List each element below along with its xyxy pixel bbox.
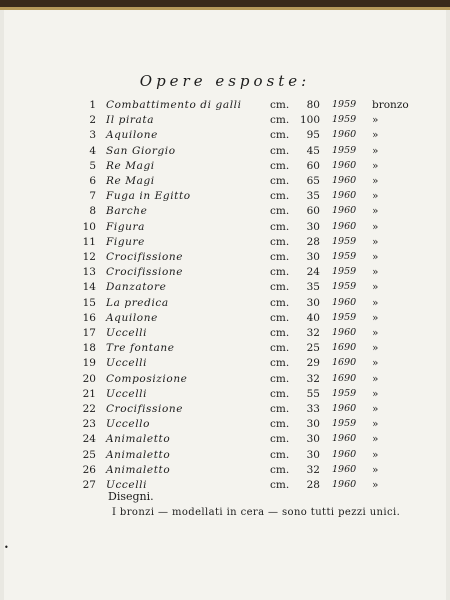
work-material: » bbox=[372, 357, 379, 370]
work-year: 1960 bbox=[332, 129, 357, 141]
work-title: Combattimento di galli bbox=[106, 99, 242, 111]
work-year: 1959 bbox=[332, 114, 357, 126]
work-material: » bbox=[372, 205, 379, 218]
work-unit: cm. bbox=[270, 479, 290, 491]
work-row bbox=[4, 220, 446, 234]
work-year: 1960 bbox=[332, 403, 357, 414]
work-material: » bbox=[372, 479, 379, 491]
work-material: » bbox=[372, 159, 379, 172]
work-size: 60 bbox=[306, 159, 320, 172]
work-title: Il pirata bbox=[106, 114, 155, 127]
work-title: Figure bbox=[106, 235, 145, 248]
work-unit: cm. bbox=[270, 357, 290, 370]
work-size: 30 bbox=[306, 296, 320, 309]
work-year: 1959 bbox=[332, 99, 357, 110]
work-size: 32 bbox=[306, 463, 320, 476]
work-material: » bbox=[372, 235, 379, 248]
work-year: 1960 bbox=[332, 479, 357, 490]
work-material: » bbox=[372, 281, 379, 294]
work-row bbox=[4, 159, 446, 173]
work-number: 22 bbox=[82, 403, 96, 415]
work-number: 1 bbox=[89, 99, 96, 111]
work-number: 4 bbox=[89, 144, 96, 157]
work-title: Tre fontane bbox=[106, 342, 175, 355]
work-row bbox=[4, 204, 446, 218]
work-size: 60 bbox=[306, 205, 320, 218]
work-row bbox=[4, 432, 446, 446]
work-number: 12 bbox=[82, 251, 96, 263]
work-title: Danzatore bbox=[106, 281, 167, 294]
work-unit: cm. bbox=[270, 99, 290, 111]
work-material: » bbox=[372, 220, 379, 233]
work-row bbox=[4, 174, 446, 188]
work-title: Crocifissione bbox=[106, 403, 184, 415]
work-unit: cm. bbox=[270, 159, 290, 172]
work-unit: cm. bbox=[270, 387, 290, 400]
work-unit: cm. bbox=[270, 251, 290, 263]
work-title: San Giorgio bbox=[106, 144, 176, 157]
work-number: 11 bbox=[82, 235, 96, 248]
work-year: 1959 bbox=[332, 281, 357, 293]
work-year: 1960 bbox=[332, 296, 357, 308]
work-title: Re Magi bbox=[106, 159, 155, 172]
work-row bbox=[4, 372, 446, 386]
work-year: 1690 bbox=[332, 357, 357, 369]
work-number: 27 bbox=[82, 479, 96, 491]
work-title: Uccelli bbox=[106, 479, 148, 491]
work-unit: cm. bbox=[270, 463, 290, 476]
work-number: 23 bbox=[82, 418, 96, 431]
work-row bbox=[4, 128, 446, 142]
work-year: 1960 bbox=[332, 433, 357, 445]
work-row bbox=[4, 250, 446, 264]
work-unit: cm. bbox=[270, 448, 290, 461]
work-material: » bbox=[372, 144, 379, 157]
work-title: Uccelli bbox=[106, 387, 148, 400]
work-size: 25 bbox=[306, 342, 320, 355]
work-row bbox=[4, 478, 446, 492]
work-title: Aquilone bbox=[106, 311, 158, 324]
work-size: 30 bbox=[306, 220, 320, 233]
work-number: 13 bbox=[82, 266, 96, 279]
work-number: 21 bbox=[82, 387, 96, 400]
work-number: 17 bbox=[82, 327, 96, 339]
work-size: 100 bbox=[299, 114, 320, 127]
work-title: Animaletto bbox=[106, 433, 171, 446]
work-unit: cm. bbox=[270, 403, 290, 415]
work-material: » bbox=[372, 114, 379, 127]
work-title: Aquilone bbox=[106, 129, 158, 142]
work-material: » bbox=[372, 403, 379, 415]
work-year: 1960 bbox=[332, 327, 357, 338]
work-number: 14 bbox=[82, 281, 96, 294]
work-unit: cm. bbox=[270, 266, 290, 279]
work-title: Crocifissione bbox=[106, 266, 184, 279]
work-material: » bbox=[372, 342, 379, 355]
work-year: 1959 bbox=[332, 311, 357, 323]
work-year: 1960 bbox=[332, 463, 357, 475]
work-unit: cm. bbox=[270, 205, 290, 218]
work-size: 28 bbox=[306, 235, 320, 248]
work-size: 35 bbox=[306, 281, 320, 294]
work-row bbox=[4, 280, 446, 294]
top-dark-border bbox=[0, 0, 450, 10]
work-title: La predica bbox=[106, 296, 169, 309]
work-size: 45 bbox=[306, 144, 320, 157]
work-number: 5 bbox=[89, 159, 96, 172]
work-year: 1959 bbox=[332, 144, 357, 156]
work-row bbox=[4, 296, 446, 310]
work-year: 1959 bbox=[332, 266, 357, 278]
drawings-label: Disegni. bbox=[108, 490, 154, 503]
work-size: 65 bbox=[306, 175, 320, 187]
work-title: Barche bbox=[106, 205, 148, 218]
work-year: 1959 bbox=[332, 251, 357, 262]
work-year: 1690 bbox=[332, 342, 357, 354]
work-size: 32 bbox=[306, 372, 320, 385]
work-row bbox=[4, 189, 446, 203]
work-size: 80 bbox=[306, 99, 320, 111]
work-material: » bbox=[372, 311, 379, 324]
work-unit: cm. bbox=[270, 296, 290, 309]
work-unit: cm. bbox=[270, 129, 290, 142]
work-title: Fuga in Egitto bbox=[106, 190, 191, 203]
work-number: 25 bbox=[82, 448, 96, 461]
work-size: 29 bbox=[306, 357, 320, 370]
work-size: 30 bbox=[306, 251, 320, 263]
work-material: » bbox=[372, 418, 379, 431]
work-material: » bbox=[372, 175, 379, 187]
work-title: Animaletto bbox=[106, 463, 171, 476]
work-year: 1959 bbox=[332, 387, 357, 399]
work-material: » bbox=[372, 433, 379, 446]
work-size: 55 bbox=[306, 387, 320, 400]
work-number: 8 bbox=[89, 205, 96, 218]
work-title: Crocifissione bbox=[106, 251, 184, 263]
work-number: 26 bbox=[82, 463, 96, 476]
work-size: 30 bbox=[306, 448, 320, 461]
work-title: Uccelli bbox=[106, 327, 148, 339]
work-row bbox=[4, 448, 446, 462]
work-number: 19 bbox=[82, 357, 96, 370]
work-year: 1960 bbox=[332, 190, 357, 202]
work-row bbox=[4, 326, 446, 340]
work-year: 1960 bbox=[332, 220, 357, 232]
work-size: 30 bbox=[306, 433, 320, 446]
work-unit: cm. bbox=[270, 281, 290, 294]
work-title: Uccelli bbox=[106, 357, 148, 370]
work-size: 32 bbox=[306, 327, 320, 339]
work-material: » bbox=[372, 190, 379, 203]
work-title: Re Magi bbox=[106, 175, 155, 187]
work-year: 1959 bbox=[332, 418, 357, 430]
work-size: 35 bbox=[306, 190, 320, 203]
work-size: 33 bbox=[306, 403, 320, 415]
work-title: Composizione bbox=[106, 372, 188, 385]
work-row bbox=[4, 311, 446, 325]
work-material: » bbox=[372, 372, 379, 385]
catalog-page bbox=[4, 10, 446, 600]
work-unit: cm. bbox=[270, 114, 290, 127]
work-year: 1959 bbox=[332, 235, 357, 247]
work-size: 40 bbox=[306, 311, 320, 324]
work-size: 30 bbox=[306, 418, 320, 431]
work-size: 28 bbox=[306, 479, 320, 491]
work-size: 95 bbox=[306, 129, 320, 142]
work-number: 20 bbox=[82, 372, 96, 385]
work-number: 7 bbox=[89, 190, 96, 203]
margin-mark: • bbox=[4, 543, 9, 552]
work-unit: cm. bbox=[270, 342, 290, 355]
work-material: » bbox=[372, 251, 379, 263]
work-year: 1960 bbox=[332, 448, 357, 460]
work-row bbox=[4, 356, 446, 370]
work-number: 3 bbox=[89, 129, 96, 142]
work-number: 24 bbox=[82, 433, 96, 446]
work-row bbox=[4, 265, 446, 279]
work-size: 24 bbox=[306, 266, 320, 279]
work-material: » bbox=[372, 266, 379, 279]
work-number: 15 bbox=[82, 296, 96, 309]
bronze-footnote: I bronzi — modellati in cera — sono tutti pezzi unici. bbox=[112, 507, 401, 518]
work-year: 1690 bbox=[332, 372, 357, 384]
work-row bbox=[4, 144, 446, 158]
work-unit: cm. bbox=[270, 433, 290, 446]
work-row bbox=[4, 113, 446, 127]
work-row bbox=[4, 402, 446, 416]
work-unit: cm. bbox=[270, 235, 290, 248]
work-unit: cm. bbox=[270, 372, 290, 385]
work-number: 10 bbox=[82, 220, 96, 233]
work-unit: cm. bbox=[270, 418, 290, 431]
work-unit: cm. bbox=[270, 144, 290, 157]
work-unit: cm. bbox=[270, 311, 290, 324]
work-material: » bbox=[372, 129, 379, 142]
work-number: 18 bbox=[82, 342, 96, 355]
work-row bbox=[4, 235, 446, 249]
work-unit: cm. bbox=[270, 220, 290, 233]
work-title: Animaletto bbox=[106, 448, 171, 461]
work-material: » bbox=[372, 463, 379, 476]
work-number: 2 bbox=[89, 114, 96, 127]
work-row bbox=[4, 98, 446, 112]
work-year: 1960 bbox=[332, 175, 357, 186]
work-unit: cm. bbox=[270, 190, 290, 203]
work-material: » bbox=[372, 327, 379, 339]
work-material: bronzo bbox=[372, 99, 409, 111]
work-row bbox=[4, 341, 446, 355]
work-row bbox=[4, 417, 446, 431]
work-row bbox=[4, 387, 446, 401]
work-unit: cm. bbox=[270, 175, 290, 187]
work-year: 1960 bbox=[332, 205, 357, 217]
work-title: Uccello bbox=[106, 418, 151, 431]
work-number: 16 bbox=[82, 311, 96, 324]
work-material: » bbox=[372, 387, 379, 400]
work-material: » bbox=[372, 448, 379, 461]
work-material: » bbox=[372, 296, 379, 309]
work-number: 6 bbox=[89, 175, 96, 187]
work-title: Figura bbox=[106, 220, 146, 233]
work-year: 1960 bbox=[332, 159, 357, 171]
work-unit: cm. bbox=[270, 327, 290, 339]
page-title: Opere esposte: bbox=[139, 72, 311, 90]
work-row bbox=[4, 463, 446, 477]
